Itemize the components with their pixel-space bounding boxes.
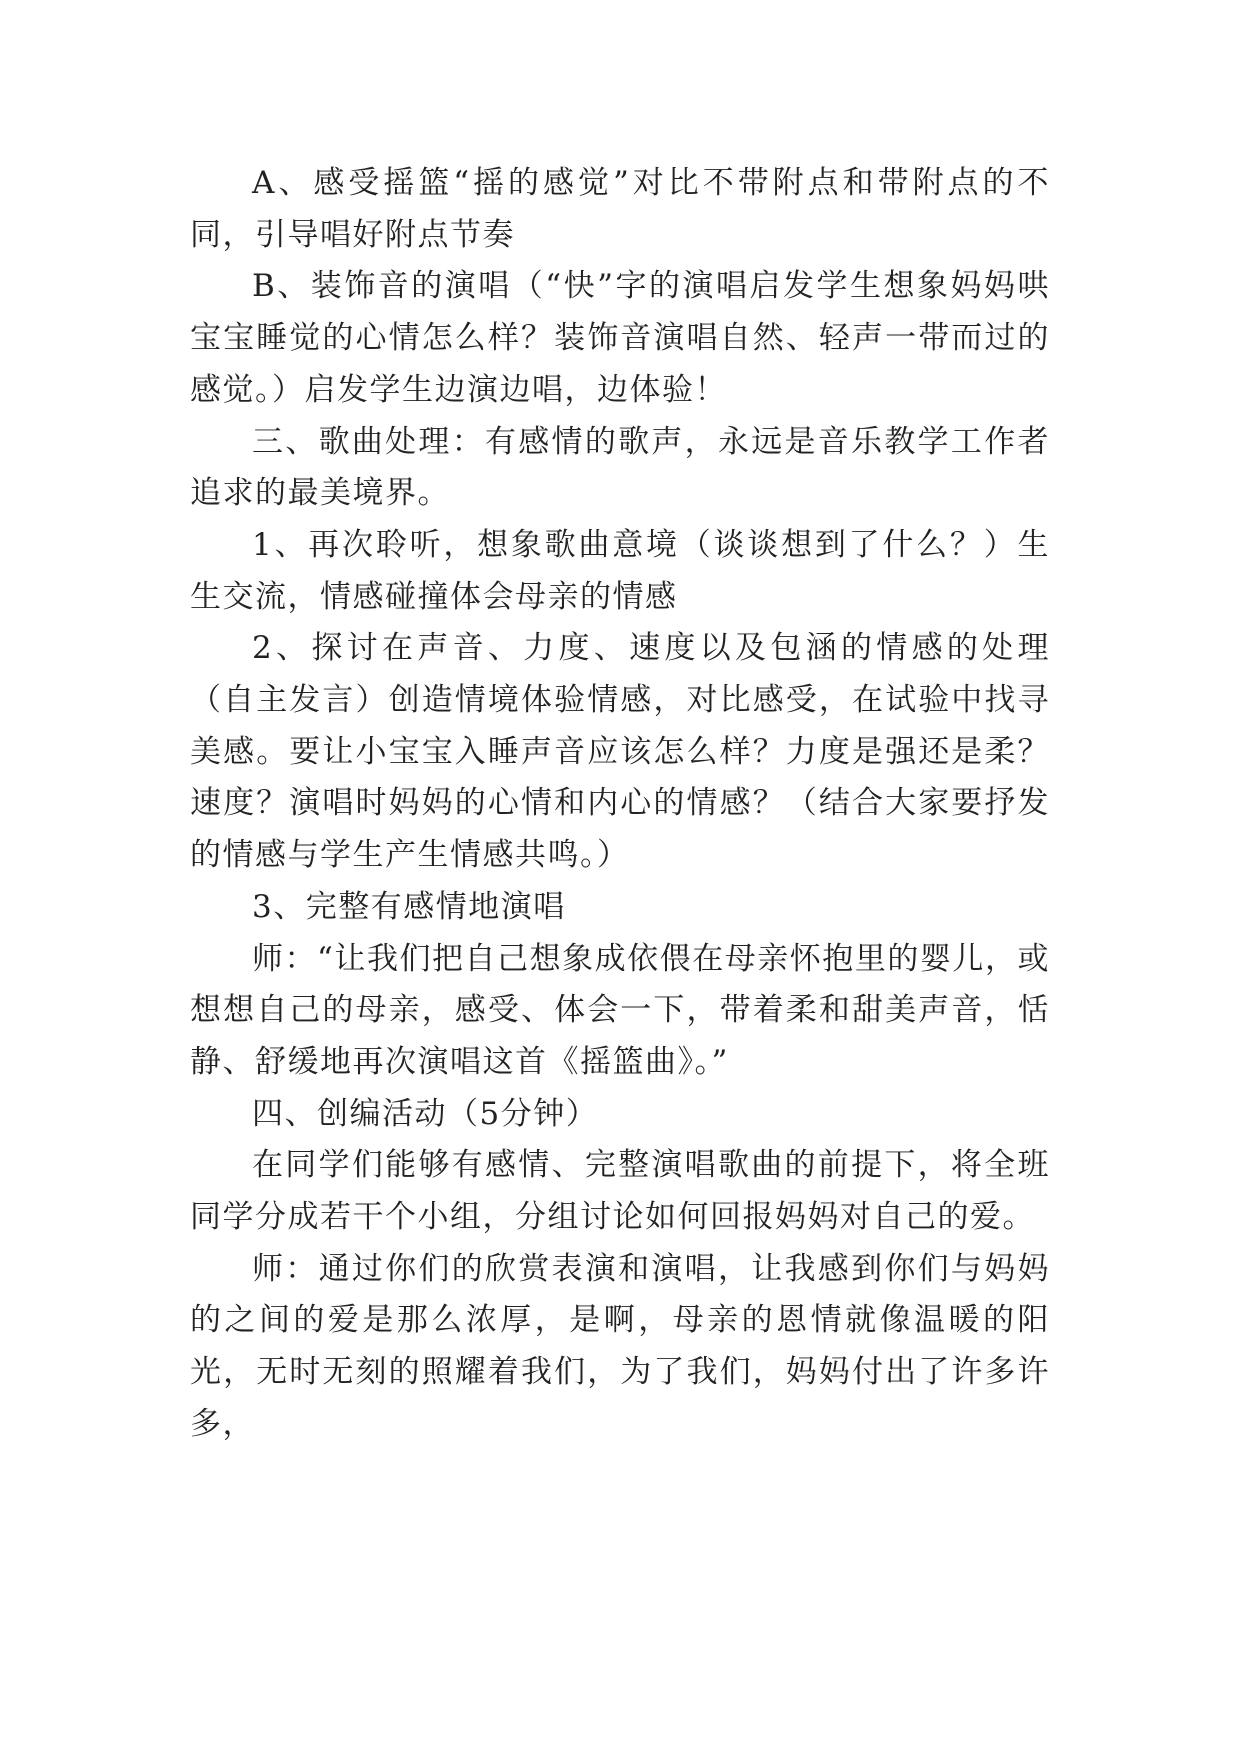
paragraph-step-1-listen: 1、再次聆听，想象歌曲意境（谈谈想到了什么？）生生交流，情感碰撞体会母亲的情感 <box>190 526 1050 615</box>
paragraph-section-3-heading: 三、歌曲处理：有感情的歌声，永远是音乐教学工作者追求的最美境界。 <box>190 423 1050 512</box>
paragraph-section-4-heading: 四、创编活动（5分钟） <box>252 1095 599 1132</box>
paragraph-step-2-discuss: 2、探讨在声音、力度、速度以及包涵的情感的处理（自主发言）创造情境体验情感，对比感受，在试验中找寻美感。要让小宝宝入睡声音应该怎么样？力度是强还是柔？速度？演唱时妈妈的心情和内心的情感？（结合大家要抒发的情感与学生产生情感共鸣。） <box>190 630 1050 874</box>
paragraph-group-activity: 在同学们能够有感情、完整演唱歌曲的前提下，将全班同学分成若干个小组，分组讨论如何回报妈妈对自己的爱。 <box>190 1147 1050 1236</box>
paragraph-a-rocking-feel: A、感受摇篮“摇的感觉”对比不带附点和带附点的不同，引导唱好附点节奏 <box>190 165 1050 253</box>
paragraph-teacher-quote-1: 师：“让我们把自己想象成依偎在母亲怀抱里的婴儿，或想想自己的母亲，感受、体会一下，带着柔和甜美声音，恬静、舒缓地再次演唱这首《摇篮曲》。” <box>190 940 1050 1080</box>
document-body <box>190 158 1050 1451</box>
paragraph-b-grace-note: B、装饰音的演唱（“快”字的演唱启发学生想象妈妈哄宝宝睡觉的心情怎么样？装饰音演唱自然、轻声一带而过的感觉。）启发学生边演边唱，边体验！ <box>190 268 1050 408</box>
paragraph-step-3-sing: 3、完整有感情地演唱 <box>252 888 566 925</box>
paragraph-teacher-quote-2: 师：通过你们的欣赏表演和演唱，让我感到你们与妈妈的之间的爱是那么浓厚，是啊，母亲的恩情就像温暖的阳光，无时无刻的照耀着我们，为了我们，妈妈付出了许多许多， <box>190 1250 1050 1442</box>
